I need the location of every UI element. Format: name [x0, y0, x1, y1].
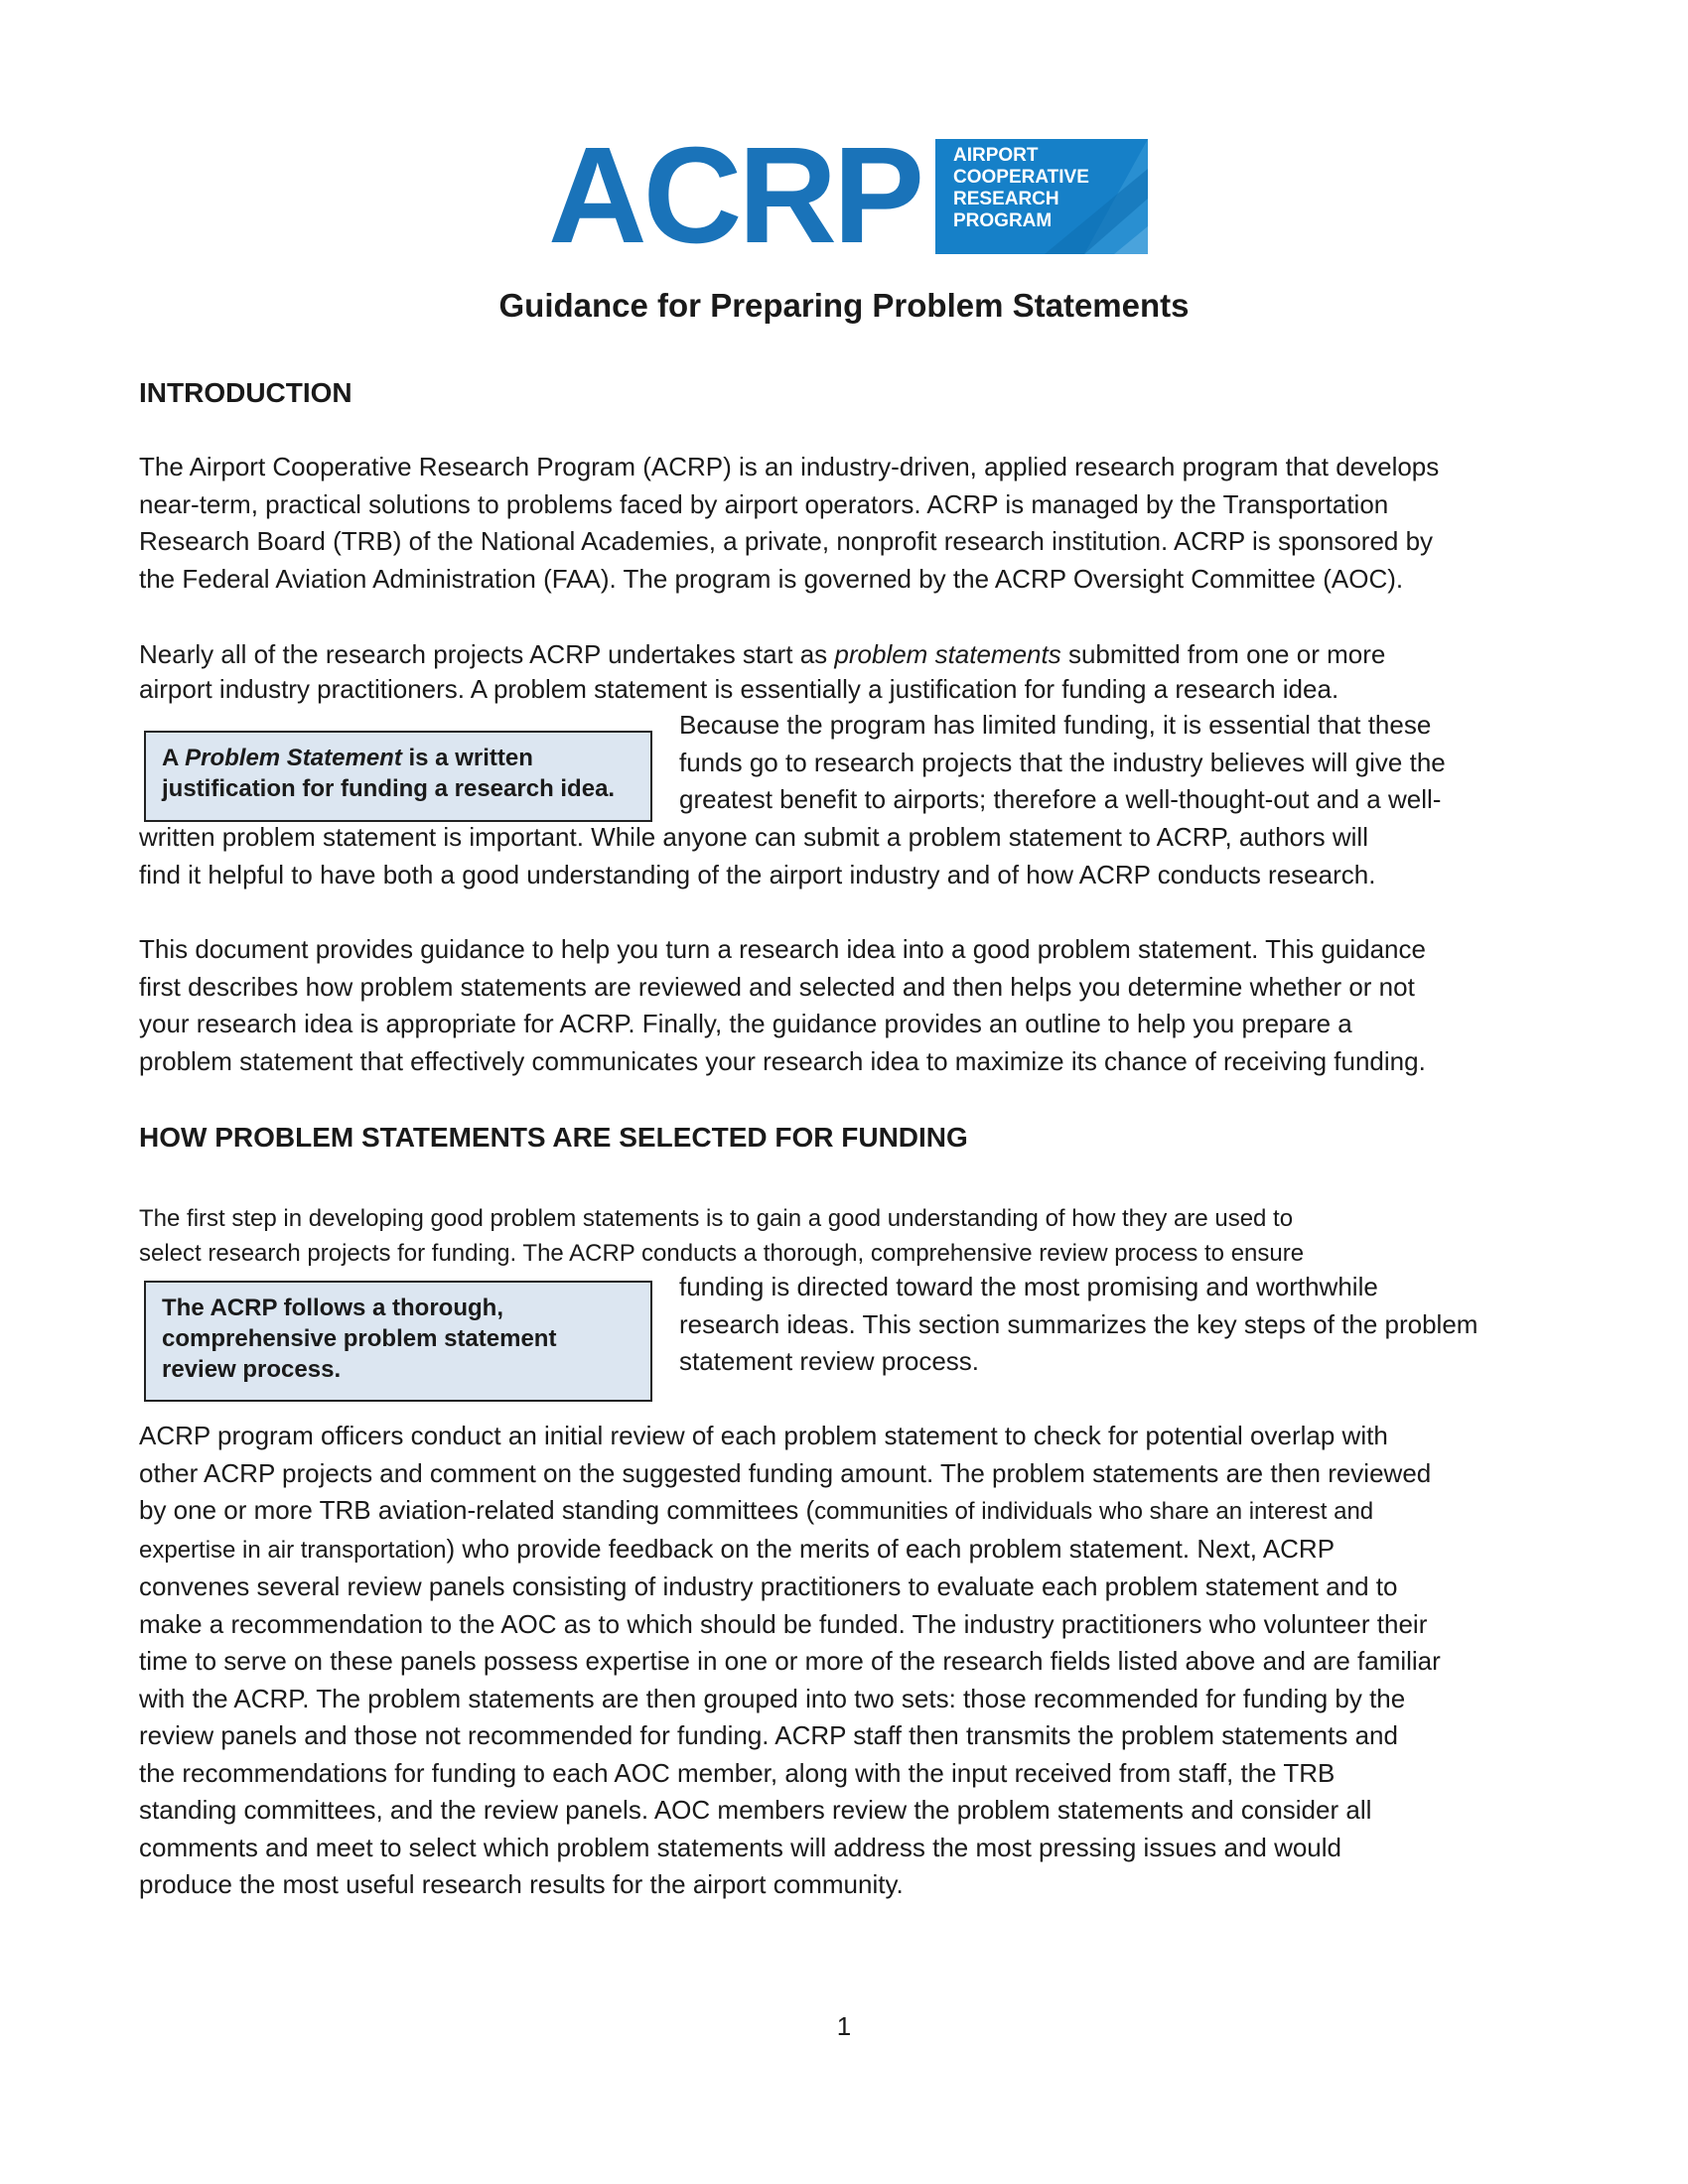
- text-line: the recommendations for funding to each AOC member, along with the input received from staff, the TRB: [139, 1757, 1336, 1788]
- text-line: The Airport Cooperative Research Program (ACRP) is an industry-driven, applied research program that develops: [139, 452, 1440, 481]
- intro-paragraph-2-continued: [139, 819, 1559, 893]
- callout-box-review-process: [144, 1281, 652, 1402]
- logo-box-line: RESEARCH: [953, 189, 1059, 209]
- text-line: funds go to research projects that the industry believes will give the: [679, 747, 1446, 777]
- text-line: time to serve on these panels possess expertise in one or more of the research fields listed above and are familiar: [139, 1646, 1441, 1676]
- emphasis-text: problem statements: [834, 639, 1061, 669]
- text-line: This document provides guidance to help you turn a research idea into a good problem statement. This guidance: [139, 934, 1426, 964]
- intro-heading: INTRODUCTION: [139, 377, 352, 408]
- text-line: Because the program has limited funding, it is essential that these: [679, 710, 1432, 740]
- text-segment: submitted from one or more: [1060, 639, 1386, 669]
- text-line: first describes how problem statements are reviewed and selected and then helps you determine whether or not: [139, 971, 1415, 1002]
- text-segment: is a written: [401, 745, 533, 771]
- text-segment-small: expertise in air transportation: [139, 1536, 447, 1564]
- text-line: The first step in developing good problem statements is to gain a good understanding of how they are used to: [139, 1205, 1294, 1232]
- text-line: convenes several review panels consisting of industry practitioners to evaluate each problem statement and to: [139, 1571, 1398, 1601]
- logo-program-box: [935, 139, 1148, 254]
- text-line: other ACRP projects and comment on the suggested funding amount. The problem statements are then reviewed: [139, 1457, 1432, 1488]
- callout-line: The ACRP follows a thorough,: [162, 1295, 503, 1321]
- text-line: the Federal Aviation Administration (FAA). The program is governed by the ACRP Oversight Committee (AOC).: [139, 563, 1404, 594]
- text-line: select research projects for funding. The ACRP conducts a thorough, comprehensive review process to ensure: [139, 1240, 1305, 1267]
- intro-wrapped-text: [679, 707, 1553, 819]
- text-line: produce the most useful research results for the airport community.: [139, 1869, 904, 1899]
- logo-box-line: AIRPORT: [953, 145, 1039, 166]
- text-line: problem statement that effectively communicates your research idea to maximize its chance of receiving funding.: [139, 1045, 1426, 1076]
- text-line: comments and meet to select which problem statements will address the most pressing issues and would: [139, 1832, 1342, 1862]
- text-line: your research idea is appropriate for ACRP. Finally, the guidance provides an outline to help you prepare a: [139, 1009, 1352, 1038]
- text-line: find it helpful to have both a good understanding of the airport industry and of how ACRP conducts research.: [139, 859, 1376, 889]
- acrp-logo: [548, 119, 1152, 272]
- intro-paragraph-1: [139, 449, 1559, 598]
- callout-line: justification for funding a research idea.: [162, 775, 616, 802]
- logo-box-line: COOPERATIVE: [953, 167, 1089, 188]
- text-segment: ) who provide feedback on the merits of each problem statement. Next, ACRP: [446, 1533, 1336, 1564]
- text-segment: Nearly all of the research projects ACRP undertakes start as: [139, 639, 835, 669]
- callout-line: comprehensive problem statement: [162, 1325, 557, 1352]
- page-number: 1: [836, 2011, 852, 2041]
- text-line: statement review process.: [679, 1346, 980, 1376]
- text-line: make a recommendation to the AOC as to which should be funded. The industry practitioners who volunteer their: [139, 1608, 1428, 1639]
- selection-paragraph-2: [139, 1418, 1559, 1904]
- logo-box-line: PROGRAM: [953, 210, 1053, 231]
- text-line: standing committees, and the review panels. AOC members review the problem statements and consider all: [139, 1795, 1372, 1825]
- text-line: [139, 1492, 1559, 1531]
- selection-wrapped-text: [679, 1269, 1553, 1381]
- text-segment: by one or more TRB aviation-related standing committees (: [139, 1495, 815, 1525]
- text-line: [139, 637, 1559, 672]
- text-line: Research Board (TRB) of the National Academies, a private, nonprofit research institution. ACRP is sponsored by: [139, 526, 1434, 556]
- emphasis-text: Problem Statement: [185, 745, 402, 771]
- intro-paragraph-2: [139, 637, 1559, 707]
- selection-heading: HOW PROBLEM STATEMENTS ARE SELECTED FOR FUNDING: [139, 1122, 968, 1153]
- text-segment: A: [162, 745, 186, 771]
- logo-wordmark: ACRP: [548, 119, 921, 272]
- text-line: greatest benefit to airports; therefore a well-thought-out and a well-: [679, 784, 1442, 814]
- text-line: ACRP program officers conduct an initial review of each problem statement to check for potential overlap with: [139, 1421, 1388, 1450]
- text-line: written problem statement is important. While anyone can submit a problem statement to ACRP, authors will: [139, 822, 1368, 852]
- intro-paragraph-3: [139, 931, 1559, 1080]
- selection-paragraph-1: [139, 1201, 1559, 1271]
- logo-box-text: [953, 145, 1089, 232]
- text-line: with the ACRP. The problem statements are then grouped into two sets: those recommended for funding by the: [139, 1683, 1406, 1713]
- text-segment-small: communities of individuals who share an interest and: [814, 1498, 1374, 1525]
- text-line: [139, 1531, 1559, 1570]
- document-title: Guidance for Preparing Problem Statements: [498, 287, 1190, 324]
- text-line: near-term, practical solutions to problems faced by airport operators. ACRP is managed by the Transportation: [139, 488, 1389, 519]
- callout-line: [162, 743, 634, 773]
- text-line: review panels and those not recommended for funding. ACRP staff then transmits the problem statements and: [139, 1720, 1398, 1750]
- callout-box-definition: [144, 731, 652, 822]
- text-line: research ideas. This section summarizes the key steps of the problem: [679, 1308, 1478, 1339]
- text-line: airport industry practitioners. A problem statement is essentially a justification for funding a research idea.: [139, 674, 1339, 704]
- text-line: funding is directed toward the most promising and worthwhile: [679, 1272, 1378, 1301]
- callout-line: review process.: [162, 1356, 342, 1383]
